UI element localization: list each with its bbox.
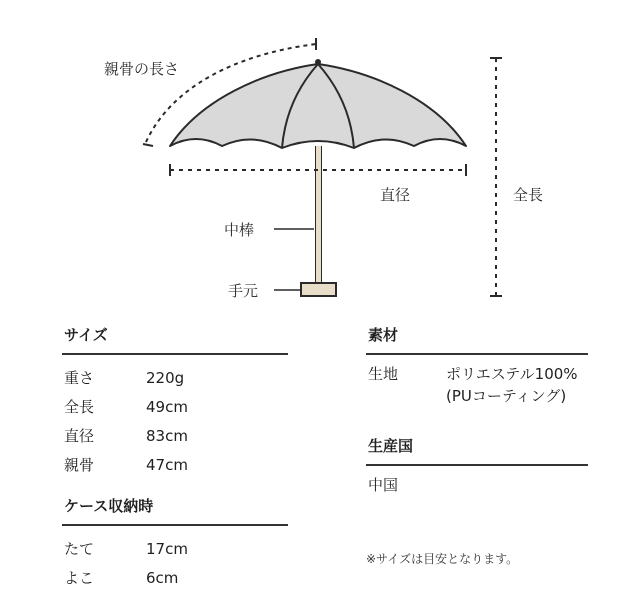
material-row [366, 363, 588, 407]
spec-value: 47cm [146, 455, 188, 474]
size-disclaimer: ※サイズは目安となります。 [366, 552, 519, 566]
spec-left-column [62, 318, 288, 592]
spec-key: 重さ [64, 369, 95, 387]
spec-key: たて [64, 540, 95, 558]
spec-right-column [366, 318, 588, 495]
spec-value: 220g [146, 368, 185, 387]
umbrella-tip [315, 59, 321, 65]
spec-row [62, 421, 288, 450]
spec-value: 49cm [146, 397, 188, 416]
shaft-label: 中棒 [224, 221, 255, 239]
diameter-label: 直径 [380, 186, 411, 204]
origin-value: 中国 [368, 476, 399, 494]
material-key: 生地 [368, 365, 399, 383]
material-heading: 素材 [366, 318, 588, 355]
handle-label: 手元 [228, 282, 259, 300]
spec-value: 17cm [146, 539, 188, 558]
spec-key: 直径 [64, 427, 95, 445]
umbrella-canopy [170, 64, 466, 148]
spec-row [62, 563, 288, 592]
spec-value: 6cm [146, 568, 179, 587]
material-value: ポリエステル100% (PUコーティング) [446, 365, 578, 405]
spec-value: 83cm [146, 426, 188, 445]
spec-key: よこ [64, 569, 95, 587]
total-length-label: 全長 [513, 186, 544, 204]
size-heading: サイズ [62, 318, 288, 355]
spec-key: 全長 [64, 398, 95, 416]
spec-key: 親骨 [64, 456, 95, 474]
case-heading: ケース収納時 [62, 489, 288, 526]
spec-row [62, 363, 288, 392]
spec-row [62, 534, 288, 563]
spec-row [62, 392, 288, 421]
rib-length-label: 親骨の長さ [104, 60, 180, 78]
umbrella-handle [301, 283, 336, 296]
origin-heading: 生産国 [366, 429, 588, 466]
spec-row [62, 450, 288, 479]
